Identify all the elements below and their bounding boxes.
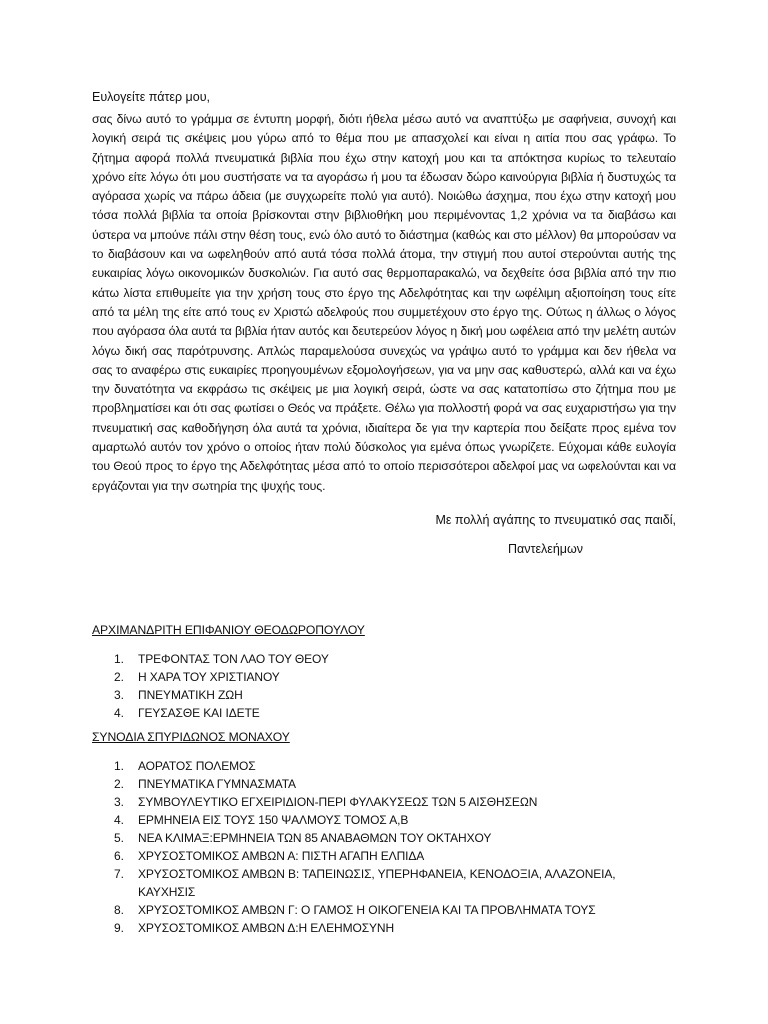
list-item-number: 1. bbox=[114, 652, 124, 666]
section-heading-epifanios: ΑΡΧΙΜΑΝΔΡΙΤΗ ΕΠΙΦΑΝΙΟΥ ΘΕΟΔΩΡΟΠΟΥΛΟΥ bbox=[92, 623, 365, 637]
list-item-title: ΕΡΜΗΝΕΙΑ ΕΙΣ ΤΟΥΣ 150 ΨΑΛΜΟΥΣ ΤΟΜΟΣ Α,Β bbox=[138, 813, 409, 827]
list-item-number: 6. bbox=[114, 849, 124, 863]
list-item-title: ΠΝΕΥΜΑΤΙΚΗ ΖΩΗ bbox=[138, 688, 243, 702]
list-item-number: 3. bbox=[114, 795, 124, 809]
list-item-title: ΧΡΥΣΟΣΤΟΜΙΚΟΣ ΑΜΒΩΝ Δ:Η ΕΛΕΗΜΟΣΥΝΗ bbox=[138, 921, 395, 935]
list-item-title: ΧΡΥΣΟΣΤΟΜΙΚΟΣ ΑΜΒΩΝ Α: ΠΙΣΤΗ ΑΓΑΠΗ ΕΛΠΙΔΑ bbox=[138, 849, 425, 863]
list-item-number: 8. bbox=[114, 903, 124, 917]
letter-greeting: Ευλογείτε πάτερ μου, bbox=[92, 90, 210, 104]
list-item bbox=[92, 704, 652, 722]
list-item bbox=[92, 668, 652, 686]
list-item-title: ΧΡΥΣΟΣΤΟΜΙΚΟΣ ΑΜΒΩΝ Γ: Ο ΓΑΜΟΣ Η ΟΙΚΟΓΕΝΕΙΑ ΚΑΙ ΤΑ ΠΡΟΒΛΗΜΑΤΑ ΤΟΥΣ bbox=[138, 903, 596, 917]
list-item bbox=[92, 775, 652, 793]
list-item-number: 2. bbox=[114, 670, 124, 684]
book-list-epifanios bbox=[92, 650, 652, 722]
list-item-title: ΤΡΕΦΟΝΤΑΣ ΤΟΝ ΛΑΟ ΤΟΥ ΘΕΟΥ bbox=[138, 652, 329, 666]
list-item bbox=[92, 829, 652, 847]
list-item-title: ΝΕΑ ΚΛΙΜΑΞ:ΕΡΜΗΝΕΙΑ ΤΩΝ 85 ΑΝΑΒΑΘΜΩΝ ΤΟΥ ΟΚΤΑΗΧΟΥ bbox=[138, 831, 492, 845]
list-item-title: ΣΥΜΒΟΥΛΕΥΤΙΚΟ ΕΓΧΕΙΡΙΔΙΟΝ-ΠΕΡΙ ΦΥΛΑΚΥΣΕΩΣ ΤΩΝ 5 ΑΙΣΘΗΣΕΩΝ bbox=[138, 795, 538, 809]
list-item-number: 1. bbox=[114, 759, 124, 773]
list-item bbox=[92, 919, 652, 937]
list-item-title: ΠΝΕΥΜΑΤΙΚΑ ΓΥΜΝΑΣΜΑΤΑ bbox=[138, 777, 296, 791]
list-item-number: 5. bbox=[114, 831, 124, 845]
list-item-number: 4. bbox=[114, 706, 124, 720]
list-item bbox=[92, 901, 652, 919]
list-item-number: 3. bbox=[114, 688, 124, 702]
list-item bbox=[92, 686, 652, 704]
list-item bbox=[92, 865, 652, 901]
section-heading-spyridon: ΣΥΝΟΔΙΑ ΣΠΥΡΙΔΩΝΟΣ ΜΟΝΑΧΟΥ bbox=[92, 730, 290, 744]
list-item-number: 4. bbox=[114, 813, 124, 827]
list-item-title: ΧΡΥΣΟΣΤΟΜΙΚΟΣ ΑΜΒΩΝ Β: ΤΑΠΕΙΝΩΣΙΣ, ΥΠΕΡΗΦΑΝΕΙΑ, ΚΕΝΟΔΟΞΙΑ, ΑΛΑΖΟΝΕΙΑ, ΚΑΥΧΗΣΙΣ bbox=[138, 867, 616, 899]
list-item-title: ΑΟΡΑΤΟΣ ΠΟΛΕΜΟΣ bbox=[138, 759, 256, 773]
book-list-spyridon bbox=[92, 757, 652, 937]
list-item bbox=[92, 650, 652, 668]
list-item-title: Η ΧΑΡΑ ΤΟΥ ΧΡΙΣΤΙΑΝΟΥ bbox=[138, 670, 280, 684]
list-item bbox=[92, 847, 652, 865]
list-item-number: 7. bbox=[114, 867, 124, 881]
list-item-number: 9. bbox=[114, 921, 124, 935]
list-item bbox=[92, 811, 652, 829]
list-item bbox=[92, 793, 652, 811]
list-item-title: ΓΕΥΣΑΣΘΕ ΚΑΙ ΙΔΕΤΕ bbox=[138, 706, 260, 720]
list-item-number: 2. bbox=[114, 777, 124, 791]
letter-body: σας δίνω αυτό το γράμμα σε έντυπη μορφή, διότι ήθελα μέσω αυτό να αναπτύξω με σαφήνεια, συνοχή και λογική σειρά τις σκέψεις μου γύρω από το θέμα που με απασχολεί και είναι η αιτία που σας γράφω. Το ζήτημα αφορά πολλά πνευματικά βιβλία που έχω στην κατοχή μου και τα απόκτησα κυρίως το τελευταίο χρόνο είτε λόγω ότι μου συστήσατε να τα αγοράσω ή μου τα έδωσαν δώρο καινούργια βιβλία ή δυστυχώς τα αγόρασα χωρίς να πάρω άδεια (με συγχωρείτε πολύ για αυτό). Νοιώθω άσχημα, που έχω στην κατοχή μου τόσα πολλά βιβλία τα οποία βρίσκονται στην βιβλιοθήκη μου περιμένοντας 1,2 χρόνια να τα διαβάσω και ύστερα να μπούνε πάλι στην θέση τους, ενώ όλο αυτό το διάστημα (καθώς και στο μέλλον) θα μπορούσαν να το διαβάσουν και να ωφεληθούν από αυτά τόσα πολλά άτομα, την στιγμή που αυτοί στερούνται αυτής της ευκαιρίας λόγω οικονομικών δυσκολιών. Για αυτό σας θερμοπαρακαλώ, να δεχθείτε όσα βιβλία από την πιο κάτω λίστα επιθυμείτε για την χρήση τους στο έργο της Αδελφότητας και την ωφέλιμη αξιοποίηση τους είτε από τα μέλη της είτε από τους εν Χριστώ αδελφούς που συμμετέχουν στο έργο της. Ούτως η άλλως ο λόγος που αγόρασα όλα αυτά τα βιβλία ήταν αυτός και δευτερεύον λόγος η δική μου ωφέλεια από την μελέτη αυτών λόγω δική σας παρότρυνσης. Απλώς παραμελούσα συνεχώς να γράψω αυτό το γράμμα και δεν ήθελα να σας το αναφέρω στις ευκαιρίες προηγουμένων εξομολογήσεων, για να μην σας καθυστερώ, αλλά και να έχω την δυνατότητα να εκφράσω τις σκέψεις με μια λογική σειρά, ώστε να σας κατατοπίσω στο ζήτημα που με προβληματίσει και ότι σας φωτίσει ο Θεός να πράξετε. Θέλω για πολλοστή φορά να σας ευχαριστήσω για την πνευματική σας καθοδήγηση όλα αυτά τα χρόνια, ιδιαίτερα δε για την καρτερία που δείξατε προς εμένα τον αμαρτωλό αυτόν τον χρόνο ο οποίος ήταν πολύ δύσκολος για εμένα όπως γνωρίζετε. Εύχομαι κάθε ευλογία του Θεού προς το έργο της Αδελφότητας μέσα από το οποίο περισσότεροι αδελφοί μας να ωφελούνται και να εργάζονται για την σωτηρία της ψυχής τους. bbox=[92, 112, 676, 493]
letter-closing: Με πολλή αγάπης το πνευματικό σας παιδί, bbox=[435, 513, 676, 527]
list-item bbox=[92, 757, 652, 775]
letter-signature: Παντελεήμων bbox=[508, 542, 583, 556]
